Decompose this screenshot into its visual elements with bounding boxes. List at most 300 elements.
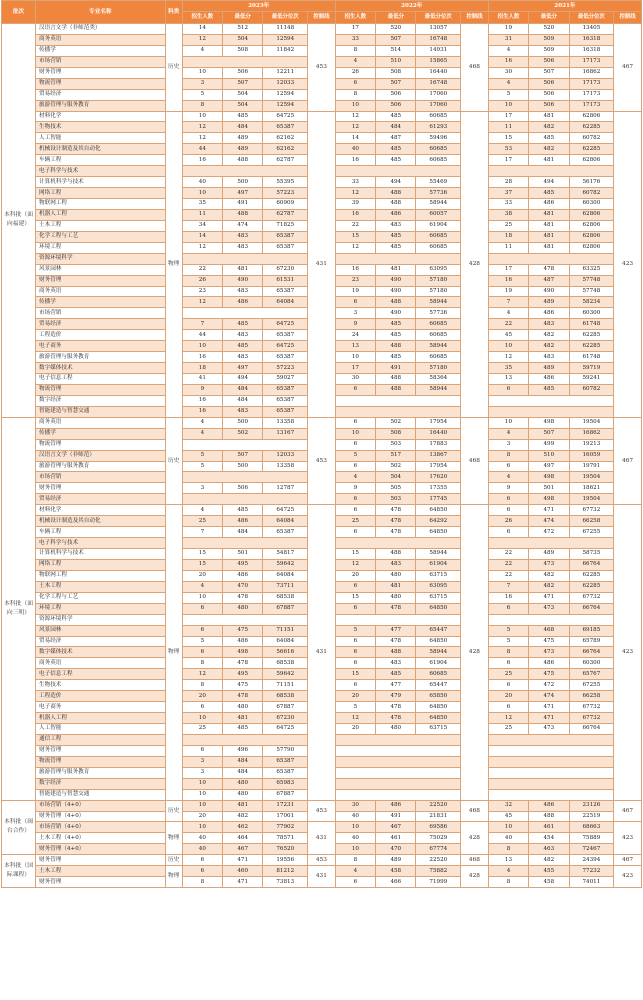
- enrollment-cell: 10: [182, 778, 222, 789]
- min-rank-cell: 71999: [416, 877, 461, 888]
- enrollment-cell: 12: [488, 713, 528, 724]
- enrollment-cell: 16: [488, 275, 528, 286]
- major-name-cell: 传播学: [36, 297, 166, 308]
- min-score-cell: 481: [529, 155, 569, 166]
- min-rank-cell: 77902: [263, 822, 308, 833]
- min-score-cell: 500: [223, 461, 263, 472]
- control-line-cell: 428: [461, 822, 489, 855]
- major-name-cell: 智能建造与智慧交通: [36, 406, 166, 417]
- min-score-cell: 490: [376, 308, 416, 319]
- min-rank-cell: 60300: [569, 658, 614, 669]
- min-rank-cell: 67774: [416, 844, 461, 855]
- enrollment-cell: 26: [488, 516, 528, 527]
- min-score-cell: 485: [223, 724, 263, 735]
- min-score-cell: 481: [529, 220, 569, 231]
- enrollment-cell: 5: [182, 636, 222, 647]
- min-rank-cell: 62806: [569, 231, 614, 242]
- min-rank-cell: 66258: [569, 691, 614, 702]
- subject-cell: 历史: [165, 417, 182, 505]
- min-rank-cell: 57736: [416, 188, 461, 199]
- min-rank-cell: 62162: [263, 144, 308, 155]
- enrollment-cell: 6: [335, 461, 375, 472]
- min-rank-cell: 64850: [416, 702, 461, 713]
- min-rank-cell: 72467: [569, 844, 614, 855]
- min-rank-cell: 65983: [263, 778, 308, 789]
- enrollment-cell: 10: [335, 352, 375, 363]
- min-score-cell: 483: [223, 286, 263, 297]
- min-rank-cell: 60300: [569, 308, 614, 319]
- min-score-cell: 475: [223, 625, 263, 636]
- min-score-cell: 481: [529, 242, 569, 253]
- major-name-cell: 环境工程: [36, 603, 166, 614]
- control-line-cell: 423: [614, 505, 642, 800]
- enrollment-cell: 23: [182, 286, 222, 297]
- min-rank-cell: 69586: [416, 822, 461, 833]
- enrollment-cell: 5: [335, 702, 375, 713]
- enrollment-cell: 41: [182, 374, 222, 385]
- header-control-2022: 控制线: [461, 12, 489, 24]
- enrollment-cell: 16: [335, 209, 375, 220]
- min-score-cell: 489: [223, 144, 263, 155]
- enrollment-cell: 11: [488, 122, 528, 133]
- min-rank-cell: 57748: [569, 275, 614, 286]
- min-score-cell: 503: [376, 439, 416, 450]
- enrollment-cell: 25: [488, 669, 528, 680]
- major-name-cell: 机器人工程: [36, 209, 166, 220]
- enrollment-cell: 28: [488, 177, 528, 188]
- major-name-cell: 旅游管理与服务教育: [36, 767, 166, 778]
- major-name-cell: 汉语言文学（非师范类）: [36, 24, 166, 35]
- enrollment-cell: 10: [335, 822, 375, 833]
- min-score-cell: 489: [529, 297, 569, 308]
- enrollment-cell: 6: [488, 461, 528, 472]
- not-offered-cell: [488, 778, 613, 789]
- min-score-cell: 461: [376, 833, 416, 844]
- min-rank-cell: 67887: [263, 702, 308, 713]
- min-rank-cell: 60685: [416, 352, 461, 363]
- min-score-cell: 495: [223, 559, 263, 570]
- min-rank-cell: 65387: [263, 406, 308, 417]
- header-subject: 科类: [165, 1, 182, 24]
- min-rank-cell: 67887: [263, 789, 308, 800]
- enrollment-cell: 5: [488, 89, 528, 100]
- min-score-cell: 482: [529, 144, 569, 155]
- enrollment-cell: 4: [182, 428, 222, 439]
- min-score-cell: 488: [529, 811, 569, 822]
- not-offered-cell: [488, 767, 613, 778]
- min-rank-cell: 61904: [416, 220, 461, 231]
- control-line-cell: 468: [461, 855, 489, 866]
- min-rank-cell: 17060: [416, 89, 461, 100]
- min-score-cell: 501: [223, 549, 263, 560]
- min-rank-cell: 62806: [569, 220, 614, 231]
- min-score-cell: 507: [529, 428, 569, 439]
- min-score-cell: 475: [529, 669, 569, 680]
- min-score-cell: 486: [223, 516, 263, 527]
- enrollment-cell: 8: [182, 877, 222, 888]
- enrollment-cell: 22: [488, 319, 528, 330]
- major-name-cell: 财务管理: [36, 275, 166, 286]
- major-name-cell: 化学工程与工艺: [36, 231, 166, 242]
- min-rank-cell: 60685: [416, 144, 461, 155]
- not-offered-cell: [182, 538, 307, 549]
- enrollment-cell: 10: [182, 111, 222, 122]
- min-rank-cell: 81212: [263, 866, 308, 877]
- enrollment-cell: 3: [488, 439, 528, 450]
- major-name-cell: 市场营销: [36, 308, 166, 319]
- enrollment-cell: 6: [488, 384, 528, 395]
- min-rank-cell: 64084: [263, 516, 308, 527]
- enrollment-cell: 10: [182, 822, 222, 833]
- min-score-cell: 486: [376, 800, 416, 811]
- enrollment-cell: 6: [335, 680, 375, 691]
- enrollment-cell: 12: [335, 559, 375, 570]
- major-name-cell: 财务管理: [36, 855, 166, 866]
- not-offered-cell: [182, 166, 307, 177]
- min-score-cell: 485: [529, 384, 569, 395]
- min-score-cell: 485: [223, 319, 263, 330]
- enrollment-cell: 34: [182, 220, 222, 231]
- min-rank-cell: 62162: [263, 133, 308, 144]
- subject-cell: 物理: [165, 866, 182, 888]
- enrollment-cell: 8: [335, 89, 375, 100]
- min-score-cell: 497: [529, 461, 569, 472]
- min-score-cell: 488: [376, 188, 416, 199]
- enrollment-cell: 40: [335, 833, 375, 844]
- control-line-cell: 431: [308, 822, 336, 855]
- min-score-cell: 483: [529, 352, 569, 363]
- major-name-cell: 电子信息工程: [36, 374, 166, 385]
- enrollment-cell: 9: [335, 319, 375, 330]
- min-score-cell: 482: [223, 811, 263, 822]
- enrollment-cell: 16: [488, 56, 528, 67]
- header-enrollment-2022: 招生人数: [335, 12, 375, 24]
- min-score-cell: 500: [223, 177, 263, 188]
- min-score-cell: 497: [223, 363, 263, 374]
- min-rank-cell: 59642: [263, 559, 308, 570]
- min-score-cell: 463: [529, 844, 569, 855]
- enrollment-cell: 16: [182, 155, 222, 166]
- major-name-cell: 物流管理: [36, 78, 166, 89]
- min-rank-cell: 65387: [263, 756, 308, 767]
- enrollment-cell: 4: [335, 56, 375, 67]
- min-rank-cell: 60909: [263, 199, 308, 210]
- enrollment-cell: 5: [182, 461, 222, 472]
- enrollment-cell: 12: [335, 188, 375, 199]
- min-rank-cell: 63325: [569, 264, 614, 275]
- min-rank-cell: 76520: [263, 844, 308, 855]
- not-offered-cell: [335, 767, 460, 778]
- min-rank-cell: 65789: [569, 636, 614, 647]
- batch-cell: 本科批（面向福建）: [2, 24, 36, 418]
- not-offered-cell: [488, 395, 613, 406]
- min-score-cell: 466: [376, 877, 416, 888]
- min-score-cell: 489: [529, 363, 569, 374]
- min-rank-cell: 17173: [569, 56, 614, 67]
- min-score-cell: 500: [223, 417, 263, 428]
- enrollment-cell: 6: [335, 647, 375, 658]
- min-rank-cell: 71151: [263, 680, 308, 691]
- min-score-cell: 507: [223, 450, 263, 461]
- min-rank-cell: 19504: [569, 494, 614, 505]
- major-name-cell: 贸易经济: [36, 319, 166, 330]
- subject-cell: 物理: [165, 822, 182, 855]
- min-score-cell: 471: [529, 505, 569, 516]
- min-score-cell: 502: [223, 428, 263, 439]
- enrollment-cell: 24: [335, 330, 375, 341]
- min-rank-cell: 61293: [416, 122, 461, 133]
- min-rank-cell: 73813: [263, 877, 308, 888]
- min-score-cell: 471: [529, 702, 569, 713]
- min-rank-cell: 23126: [569, 800, 614, 811]
- min-rank-cell: 13167: [263, 428, 308, 439]
- enrollment-cell: 4: [182, 581, 222, 592]
- min-score-cell: 510: [529, 450, 569, 461]
- header-min-score-2023: 最低分: [223, 12, 263, 24]
- min-rank-cell: 24394: [569, 855, 614, 866]
- not-offered-cell: [182, 56, 307, 67]
- min-rank-cell: 57736: [416, 308, 461, 319]
- min-score-cell: 480: [223, 778, 263, 789]
- min-rank-cell: 12033: [263, 78, 308, 89]
- min-rank-cell: 16318: [569, 45, 614, 56]
- enrollment-cell: 10: [488, 822, 528, 833]
- enrollment-cell: 12: [182, 297, 222, 308]
- min-rank-cell: 12211: [263, 67, 308, 78]
- major-name-cell: 电子商务: [36, 702, 166, 713]
- min-rank-cell: 61748: [569, 319, 614, 330]
- not-offered-cell: [488, 614, 613, 625]
- min-rank-cell: 67732: [569, 505, 614, 516]
- min-rank-cell: 19504: [569, 472, 614, 483]
- major-name-cell: 财务管理: [36, 877, 166, 888]
- enrollment-cell: 15: [182, 549, 222, 560]
- subject-cell: 物理: [165, 505, 182, 800]
- enrollment-cell: 6: [182, 625, 222, 636]
- min-rank-cell: 62806: [569, 155, 614, 166]
- min-rank-cell: 57223: [263, 363, 308, 374]
- min-rank-cell: 65387: [263, 352, 308, 363]
- major-name-cell: 旅游管理与服务教育: [36, 352, 166, 363]
- min-score-cell: 485: [529, 188, 569, 199]
- enrollment-cell: 6: [488, 603, 528, 614]
- min-score-cell: 506: [529, 78, 569, 89]
- enrollment-cell: 20: [182, 691, 222, 702]
- subject-cell: 历史: [165, 855, 182, 866]
- major-name-cell: 传播学: [36, 45, 166, 56]
- min-score-cell: 506: [376, 89, 416, 100]
- min-rank-cell: 59027: [263, 374, 308, 385]
- min-score-cell: 490: [376, 286, 416, 297]
- header-min-rank-2021: 最低分位次: [569, 12, 614, 24]
- enrollment-cell: 25: [335, 516, 375, 527]
- min-score-cell: 484: [223, 384, 263, 395]
- not-offered-cell: [335, 406, 460, 417]
- control-line-cell: 423: [614, 111, 642, 417]
- enrollment-cell: 40: [335, 144, 375, 155]
- not-offered-cell: [488, 745, 613, 756]
- min-score-cell: 483: [529, 319, 569, 330]
- min-score-cell: 483: [376, 220, 416, 231]
- not-offered-cell: [182, 439, 307, 450]
- min-score-cell: 478: [376, 702, 416, 713]
- major-name-cell: 计算机科学与技术: [36, 549, 166, 560]
- enrollment-cell: 6: [488, 505, 528, 516]
- enrollment-cell: 8: [182, 100, 222, 111]
- min-rank-cell: 60782: [569, 133, 614, 144]
- min-rank-cell: 66764: [569, 647, 614, 658]
- major-name-cell: 财务管理（4+0）: [36, 811, 166, 822]
- enrollment-cell: 6: [335, 636, 375, 647]
- min-rank-cell: 63715: [416, 570, 461, 581]
- min-rank-cell: 67230: [263, 713, 308, 724]
- major-name-cell: 车辆工程: [36, 527, 166, 538]
- min-rank-cell: 12787: [263, 483, 308, 494]
- min-score-cell: 494: [376, 177, 416, 188]
- min-score-cell: 474: [529, 516, 569, 527]
- control-line-cell: 467: [614, 855, 642, 866]
- min-rank-cell: 64850: [416, 603, 461, 614]
- min-score-cell: 478: [376, 713, 416, 724]
- min-rank-cell: 60685: [416, 231, 461, 242]
- major-name-cell: 风景园林: [36, 625, 166, 636]
- min-score-cell: 505: [376, 483, 416, 494]
- enrollment-cell: 10: [335, 100, 375, 111]
- min-score-cell: 482: [529, 122, 569, 133]
- min-rank-cell: 17954: [416, 417, 461, 428]
- min-score-cell: 491: [376, 363, 416, 374]
- min-score-cell: 506: [529, 89, 569, 100]
- min-score-cell: 514: [376, 45, 416, 56]
- enrollment-cell: 10: [335, 844, 375, 855]
- control-line-cell: 431: [308, 866, 336, 888]
- enrollment-cell: 10: [488, 417, 528, 428]
- min-rank-cell: 65387: [263, 330, 308, 341]
- min-score-cell: 486: [529, 199, 569, 210]
- min-score-cell: 478: [376, 527, 416, 538]
- enrollment-cell: 15: [335, 592, 375, 603]
- major-name-cell: 土木工程: [36, 866, 166, 877]
- major-name-cell: 环境工程: [36, 242, 166, 253]
- min-score-cell: 520: [529, 24, 569, 35]
- header-min-score-2022: 最低分: [376, 12, 416, 24]
- enrollment-cell: 4: [488, 78, 528, 89]
- enrollment-cell: 14: [335, 133, 375, 144]
- min-score-cell: 478: [223, 592, 263, 603]
- min-rank-cell: 66258: [569, 516, 614, 527]
- not-offered-cell: [488, 756, 613, 767]
- major-name-cell: 土木工程: [36, 220, 166, 231]
- min-score-cell: 486: [529, 308, 569, 319]
- min-score-cell: 491: [223, 199, 263, 210]
- not-offered-cell: [335, 756, 460, 767]
- enrollment-cell: 8: [335, 855, 375, 866]
- min-score-cell: 503: [376, 494, 416, 505]
- min-rank-cell: 56176: [569, 177, 614, 188]
- enrollment-cell: 40: [182, 844, 222, 855]
- header-min-rank-2022: 最低分位次: [416, 12, 461, 24]
- header-major: 专业名称: [36, 1, 166, 24]
- min-rank-cell: 57790: [263, 745, 308, 756]
- enrollment-cell: 53: [488, 144, 528, 155]
- min-rank-cell: 62787: [263, 209, 308, 220]
- header-year-2021: 2021年: [488, 1, 641, 12]
- min-score-cell: 474: [529, 691, 569, 702]
- enrollment-cell: 14: [182, 231, 222, 242]
- control-line-cell: 468: [461, 24, 489, 112]
- control-line-cell: 467: [614, 417, 642, 505]
- min-score-cell: 481: [223, 713, 263, 724]
- min-rank-cell: 62787: [263, 155, 308, 166]
- enrollment-cell: 20: [335, 570, 375, 581]
- enrollment-cell: 3: [335, 308, 375, 319]
- major-name-cell: 物流管理: [36, 439, 166, 450]
- enrollment-cell: 3: [182, 483, 222, 494]
- min-score-cell: 486: [529, 800, 569, 811]
- subject-cell: 历史: [165, 24, 182, 112]
- min-rank-cell: 65447: [416, 625, 461, 636]
- min-rank-cell: 67732: [569, 702, 614, 713]
- control-line-cell: 431: [308, 505, 336, 800]
- not-offered-cell: [488, 789, 613, 800]
- min-rank-cell: 11148: [263, 24, 308, 35]
- min-rank-cell: 64725: [263, 505, 308, 516]
- min-score-cell: 512: [223, 24, 263, 35]
- min-score-cell: 460: [223, 866, 263, 877]
- enrollment-cell: 6: [488, 702, 528, 713]
- enrollment-cell: 39: [335, 199, 375, 210]
- control-line-cell: 453: [308, 24, 336, 112]
- min-score-cell: 506: [529, 100, 569, 111]
- min-score-cell: 508: [223, 45, 263, 56]
- min-score-cell: 495: [223, 669, 263, 680]
- min-score-cell: 482: [529, 581, 569, 592]
- min-score-cell: 486: [223, 297, 263, 308]
- major-name-cell: 网络工程: [36, 559, 166, 570]
- min-rank-cell: 60685: [416, 111, 461, 122]
- enrollment-cell: 12: [335, 242, 375, 253]
- min-rank-cell: 62806: [569, 209, 614, 220]
- min-rank-cell: 65387: [263, 527, 308, 538]
- major-name-cell: 通信工程: [36, 734, 166, 745]
- min-rank-cell: 75889: [569, 833, 614, 844]
- min-score-cell: 472: [529, 680, 569, 691]
- min-score-cell: 485: [223, 111, 263, 122]
- enrollment-cell: 4: [335, 472, 375, 483]
- enrollment-cell: 16: [182, 395, 222, 406]
- min-score-cell: 475: [223, 680, 263, 691]
- enrollment-cell: 10: [488, 100, 528, 111]
- major-name-cell: 工程造价: [36, 691, 166, 702]
- min-rank-cell: 59496: [416, 133, 461, 144]
- min-score-cell: 485: [376, 330, 416, 341]
- min-score-cell: 473: [529, 724, 569, 735]
- enrollment-cell: 3: [182, 767, 222, 778]
- min-score-cell: 467: [223, 844, 263, 855]
- min-rank-cell: 66764: [569, 559, 614, 570]
- min-score-cell: 507: [223, 78, 263, 89]
- min-score-cell: 472: [529, 527, 569, 538]
- enrollment-cell: 5: [488, 636, 528, 647]
- min-rank-cell: 67732: [569, 592, 614, 603]
- enrollment-cell: 12: [182, 133, 222, 144]
- min-rank-cell: 61904: [416, 559, 461, 570]
- enrollment-cell: 6: [335, 658, 375, 669]
- major-name-cell: 材料化学: [36, 111, 166, 122]
- major-name-cell: 资源环境科学: [36, 614, 166, 625]
- min-rank-cell: 74011: [569, 877, 614, 888]
- min-rank-cell: 16318: [569, 34, 614, 45]
